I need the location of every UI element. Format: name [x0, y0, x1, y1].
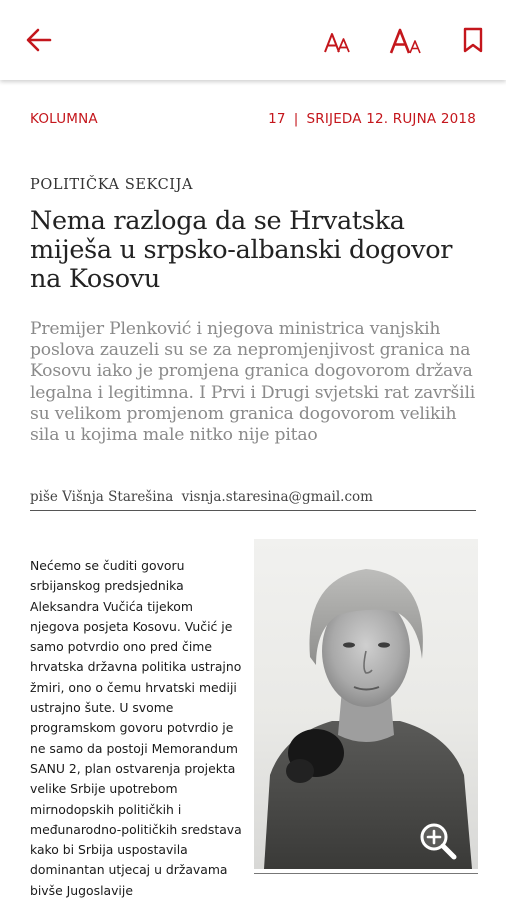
font-size-large-icon	[389, 27, 423, 55]
page-and-date	[268, 111, 476, 127]
issue-date: SRIJEDA 12. RUJNA 2018	[306, 111, 476, 127]
increase-font-size-button[interactable]	[389, 27, 423, 55]
bookmark-button[interactable]	[461, 26, 485, 54]
bookmark-icon	[461, 26, 485, 54]
byline-email: visnja.staresina@gmail.com	[181, 489, 373, 505]
back-button[interactable]	[24, 26, 56, 54]
top-toolbar	[0, 0, 506, 80]
arrow-left-icon	[24, 26, 56, 54]
photo-divider	[254, 873, 478, 874]
article-headline: Nema razloga da se Hrvatska miješa u srpsko-albanski dogovor na Kosovu	[30, 206, 453, 294]
page-number: 17	[268, 111, 286, 127]
byline	[30, 489, 476, 511]
photo-zoom-button[interactable]	[414, 817, 462, 865]
section-label: KOLUMNA	[30, 111, 98, 127]
decrease-font-size-button[interactable]	[323, 30, 353, 54]
font-size-small-icon	[323, 30, 353, 54]
article-lead: Premijer Plenković i njegova ministrica vanjskih poslova zauzeli su se za nepromjenjivost granica na Kosovu iako je promjena granica dogovorom država legalna i legitimna. I Prvi i Drugi svjetski rat završili su velikom promjenom granica dogovorom velikih sila u kojima male nitko nije pitao	[30, 319, 476, 446]
meta-separator: |	[293, 111, 299, 127]
article-meta-row	[30, 111, 476, 131]
article-body: Nećemo se čuditi govoru srbijanskog predsjednika Aleksandra Vučića tijekom njegova posjeta Kosovu. Vučić je samo potvrdio ono pred čime hrvatska državna politika ustrajno žmiri, ono o čemu hrvatski mediji ustrajno šute. U svome programskom govoru potvrdio je ne samo da postoji Memorandum SANU 2, plan ostvarenja projekta velike Srbije upotrebom mirnodopskih političkih i međunarodno-političkih sredstava kako bi Srbija uspostavila dominantan utjecaj u državama bivše Jugoslavije	[30, 558, 242, 898]
zoom-in-icon	[414, 817, 462, 865]
byline-author: piše Višnja Starešina	[30, 489, 174, 505]
article-kicker: POLITIČKA SEKCIJA	[30, 177, 194, 193]
